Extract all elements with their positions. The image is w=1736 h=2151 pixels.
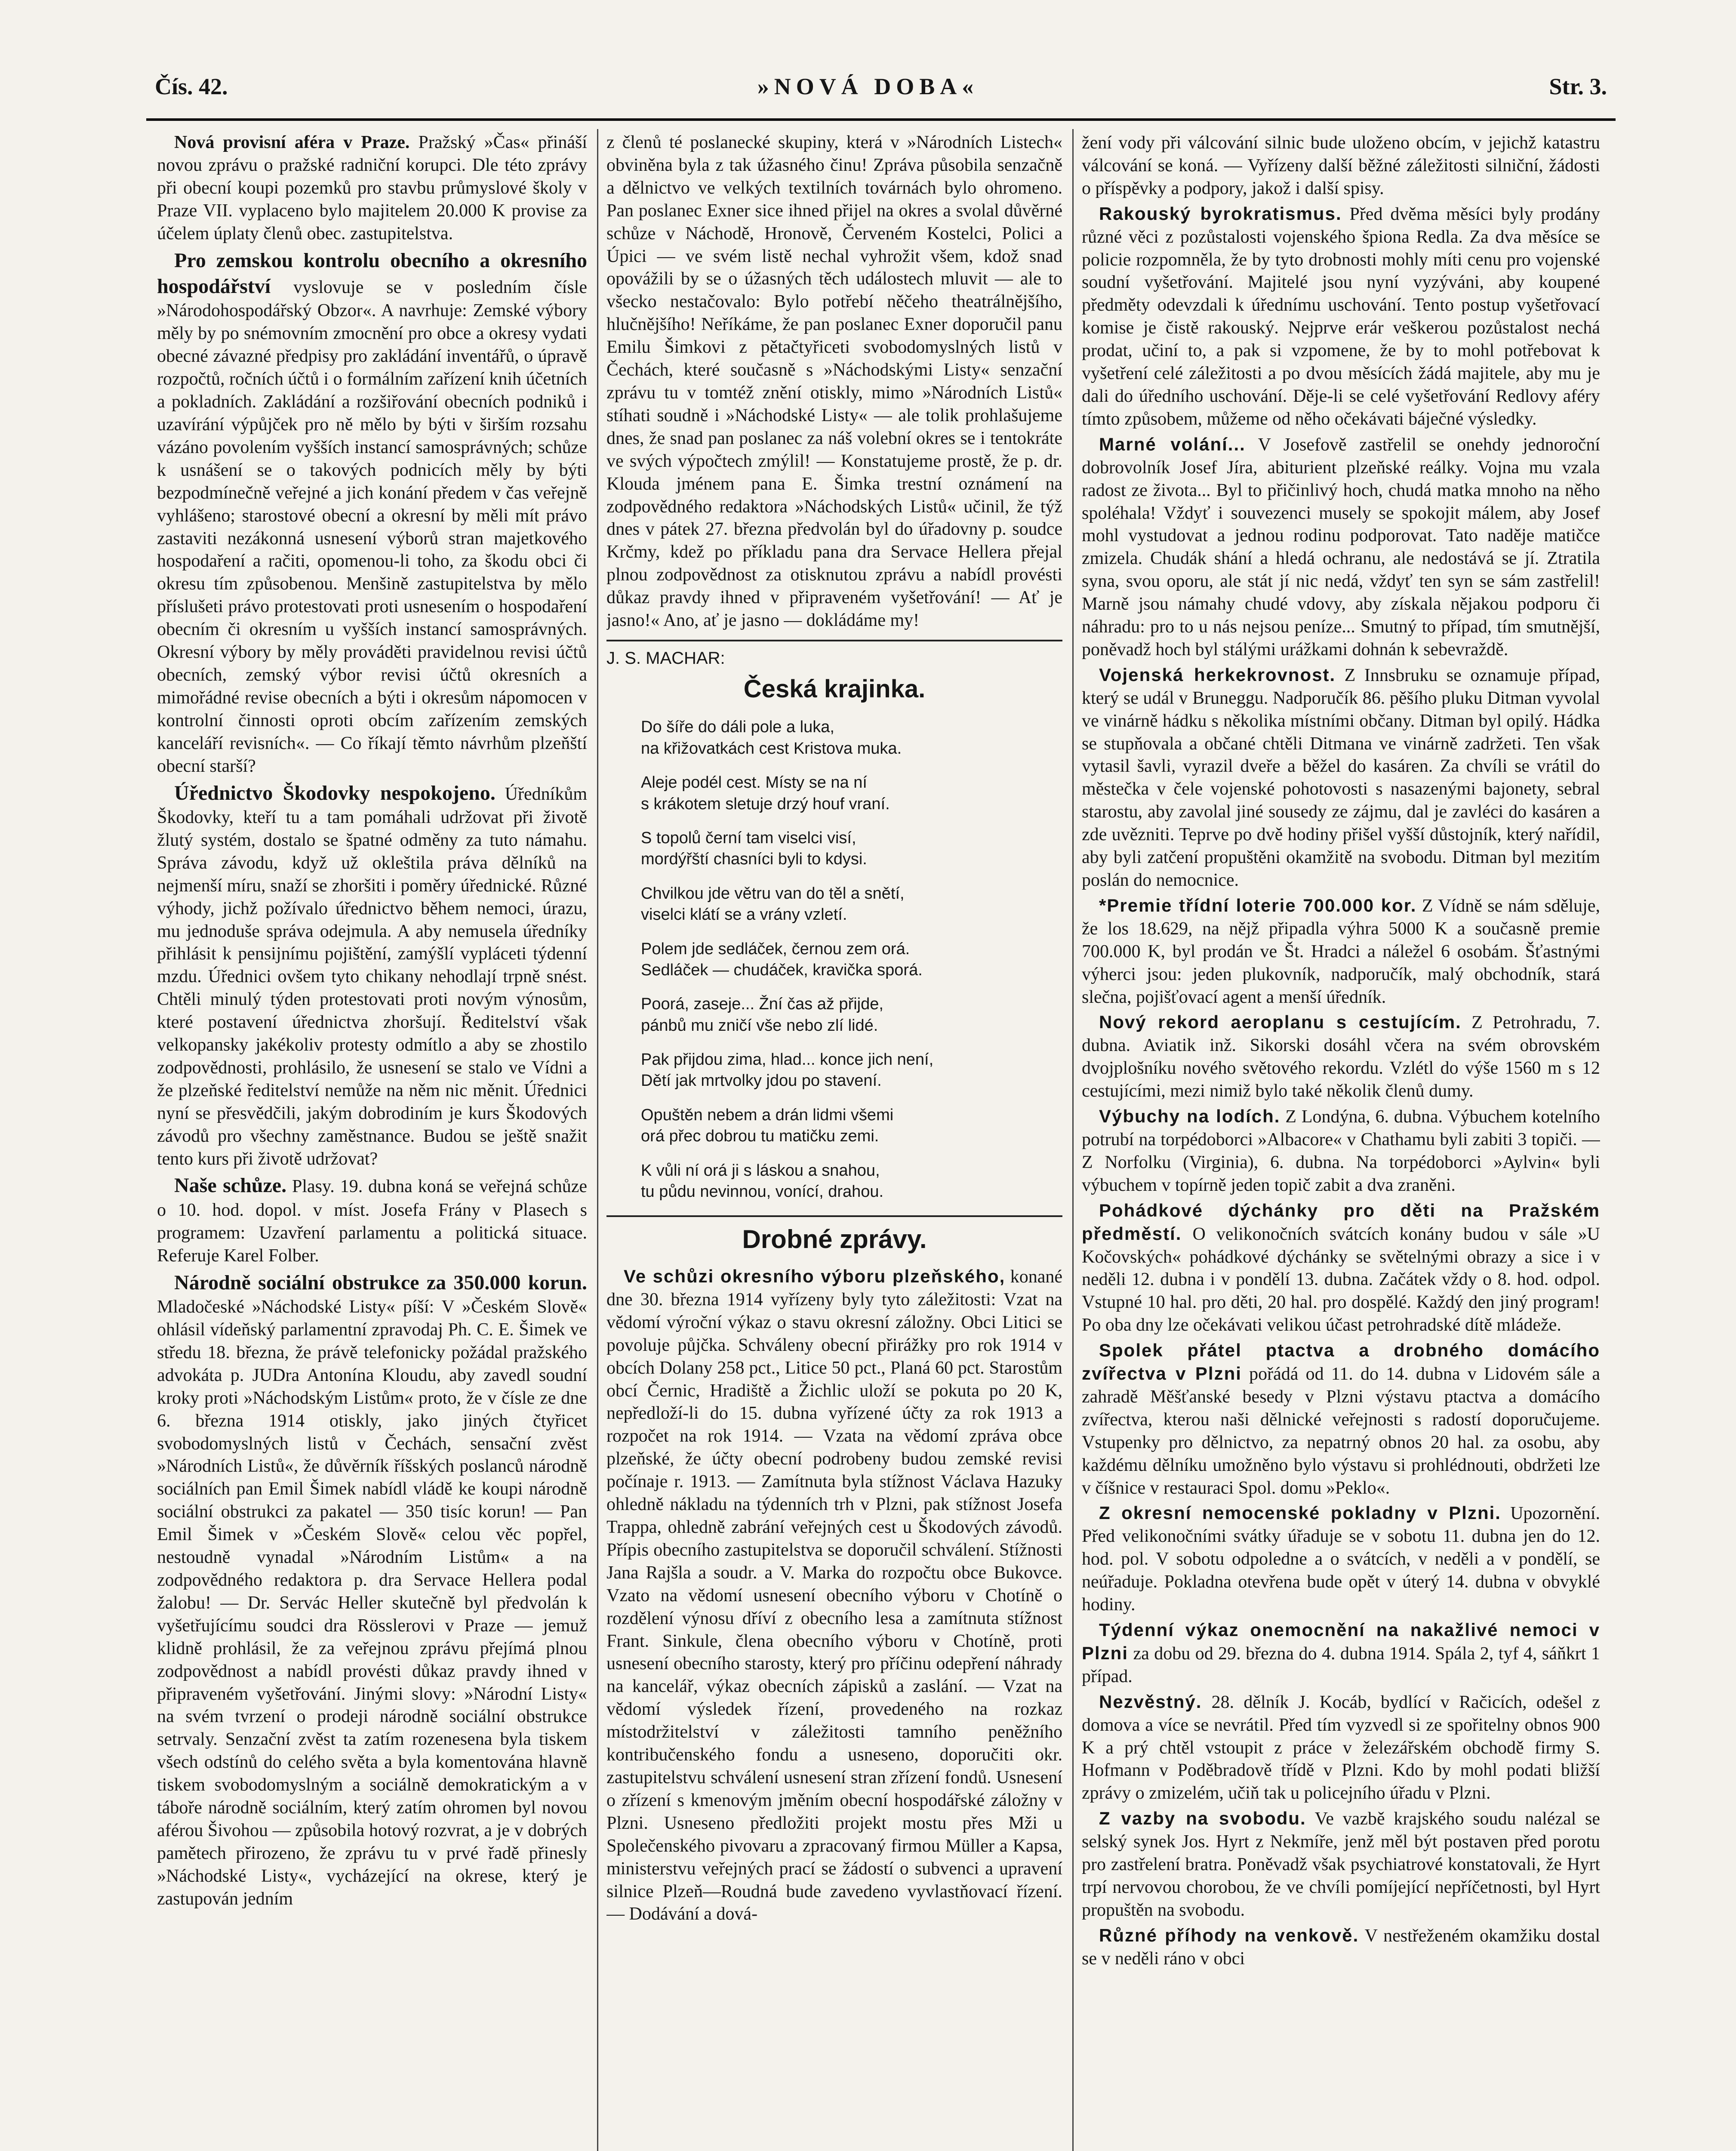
poem-line: Polem jde sedláček, černou zem orá. xyxy=(641,940,910,958)
poem-line: Sedláček — chudáček, kravička sporá. xyxy=(641,961,923,979)
section-title: Drobné zprávy. xyxy=(742,1225,927,1254)
article-body: Upozornění. Před velikonočními svátky úřaduje se v sobotu 11. dubna jen do 12. hod. pol. V sobotu odpoledne a o svátcích, v neděli a v pondělí, se neúřaduje. Pokladna otevřena bude opět v úterý 14. dubna v obvyklé hodiny. xyxy=(1082,1504,1600,1615)
article-body: vyslovuje se v posledním čísle »Národohospodářský Obzor«. A navrhuje: Zemské výbory měly by po snémovním zmocnění pro obce a okresy vydati obecné závazné předpisy pro zakládání inventářů, o úpravě rozpočtů, ročních účtů i o formálním zařízení knih účetních a pokladních. Zakládání a rozšiřování obecních podniků i uzavírání výpůjček pro ně mělo by býti v širším rozsahu vázáno povolením vyšších instancí samosprávných; schůze k usnášení se o takových podnicích měly by býti bezpodmínečně veřejné a jich konání předem v čas veřejně vyhlášeno; starostové obecní a okresní by měli mít právo zastaviti nezákonná usnesení výborů stran majetkového hospodaření a račiti, opomenou-li toho, za škodu obci či okresu tím způsobenou. Menšině zastupitelstva by mělo příslušeti právo protestovati proti usnesením o hospodaření obecním či okresním u vyšších instancí samosprávných. Okresní výbory by měly prováděti pravidelnou revisi účtů obecních, zemský výbor revisi účtů okresních a mimořádné revise obecních a býti i okresům nápomocen v kontrolní činnosti oproti obcím zařízením zemských kanceláří revisních«. — Co říkají těmto návrhům plzeňští obecní starší? xyxy=(157,277,587,776)
poem-line: S topolů černí tam viselci visí, xyxy=(641,829,856,847)
poem-line: orá přec dobrou tu matičku zemi. xyxy=(641,1127,879,1146)
article-headline: Rakouský byrokratismus. xyxy=(1099,203,1342,224)
article-headline: Různé příhody na venkově. xyxy=(1099,1925,1359,1945)
article-body: Před dvěma měsíci byly prodány různé věci z pozůstalosti vojenského špiona Redla. Za dva měsíce se policie rozpomněla, že by tyto drobnosti mohly míti cenu pro vojenské soudní vyšetřování. Majitelé jsou nyní vyzýváni, aby koupené předměty odevzdali k úřednímu uschování. Tento postup vyšetřovací komise je čistě rakouský. Nejprve erár veškerou pozůstalost nechá prodat, učiní to, a pak si vzpomene, že by to mohl potřebovat k vyšetření celé záležitosti a po dvou měsících žádá majitele, aby mu je dali do úředního uschování. Děje-li se celé vyšetřování Redlovy aféry tímto způsobem, můžeme od něho očekávati báječné výsledky. xyxy=(1082,204,1600,429)
column-divider xyxy=(597,129,598,2151)
article xyxy=(1082,433,1600,661)
article-headline: Úřednictvo Škodovky nespokojeno. xyxy=(174,781,496,804)
article xyxy=(1082,131,1600,200)
poem-stanza xyxy=(641,772,1062,815)
section-rule xyxy=(606,1215,1062,1217)
article xyxy=(1082,1924,1600,1970)
poem-line: viselci klátí se a vrány vzletí. xyxy=(641,906,847,924)
poem-line: Dětí jak mrtvolky jdou po stavení. xyxy=(641,1072,882,1090)
article-headline: Pro zemskou kontrolu obecního a okresního hospodářství xyxy=(157,249,587,298)
article xyxy=(1082,1105,1600,1197)
article-body: Plasy. 19. dubna koná se veřejná schůze o 10. hod. dopol. v míst. Josefa Frány v Plasech s programem: Uzavření parlamentu a politická situace. Referuje Karel Folber. xyxy=(157,1177,587,1266)
article-headline: Nový rekord aeroplanu s cestujícím. xyxy=(1099,1012,1462,1032)
article-body: V nestřeženém okamžiku dostal se v neděli ráno v obci xyxy=(1082,1926,1600,1969)
poem-stanza xyxy=(641,1160,1062,1203)
poem-line: Chvilkou jde větru van do těl a snětí, xyxy=(641,884,905,903)
article xyxy=(1082,1199,1600,1337)
article-headline: Z okresní nemocenské pokladny v Plzni. xyxy=(1099,1503,1501,1523)
article xyxy=(157,131,587,245)
poem-line: Opuštěn nebem a drán lidmi všemi xyxy=(641,1106,894,1124)
poem-author: J. S. MACHAR: xyxy=(606,648,725,668)
column-2 xyxy=(606,131,1062,2151)
masthead-title: »NOVÁ DOBA« xyxy=(757,74,979,99)
poem-line: mordýřští chasníci byli to kdysi. xyxy=(641,850,867,869)
article xyxy=(1082,1011,1600,1103)
article xyxy=(1082,1619,1600,1688)
article xyxy=(1082,1502,1600,1616)
article xyxy=(1082,664,1600,892)
article-body: žení vody při válcování silnic bude uloženo obcím, v jejichž katastru válcování se koná. — Vyřízeny další běžné záležitosti silniční, žádosti o příspěvky a podpory, jakož i další spisy. xyxy=(1082,133,1600,198)
poem-line: Poorá, zaseje... Žní čas až přijde, xyxy=(641,995,883,1014)
article-body: Z Innsbruku se oznamuje případ, který se udál v Bruneggu. Nadporučík 86. pěšího pluku Ditman vyvolal ve vinárně hádku s několika místními občany. Ditman byl opilý. Hádka se stupňovala a občané chtěli Ditmana ve vinárně zadržeti. Ten však vytasil šavli, vyrazil dveře a běžel do kasáren. Za chvíli se vrátil do městečka v čele vojenské pohotovosti s nasazenými bajonety, sebral starostu, aby zavolal jiné sousedy ze zájmu, dal je zavléci do kasáren a zde uvězniti. Teprve po dvě hodiny přišel vyšší důstojník, který nařídil, aby byli zatčení propuštěni okamžitě na svobodu. Ditman byl mezitím poslán do nemocnice. xyxy=(1082,665,1600,890)
issue-number: Čís. 42. xyxy=(155,74,228,99)
article xyxy=(1082,203,1600,431)
article-body: Úředníkům Škodovky, kteří tu a tam pomáhali udržovat při životě žlutý systém, dostalo se špatné odměny za tuto námahu. Správa závodu, když už okleštila práva dělníků na nejmenší míru, snaží se zhoršiti i poměry úřednické. Různé výhody, jichž požívalo úřednictvo během nemoci, úrazu, mu jednoduše správa odejmula. A aby nemusela úředníky přihlásit k pensijnímu pojištění, zamýšlí vypláceti týdenní mzdu. Úřednici ovšem tyto chikany nehodlají trpně snést. Chtěli minulý týden protestovati proti novým výnosům, které postavení úřednictva zhoršují. Ředitelství však velkopansky jakékoliv protesty odmítlo a aby se zhostilo zodpovědnosti, prohlásilo, že usnesení se stalo ve Vídni a že plzeňské ředitelství nemůže na něm nic měnit. Úřednici nyní se přesvědčili, jakým dobrodiním je kurs Škodových závodů pro všechny zaměstnance. Budou se ještě snažit tento kurs při životě udržovat? xyxy=(157,784,587,1169)
article-body: V Josefově zastřelil se onehdy jednoroční dobrovolník Josef Jíra, abiturient plzeňské reálky. Vojna mu vzala radost ze života... Byl to přičinlivý hoch, chudá matka mnoho na něho spoléhala! Vždyť i souvezenci musely se spokojit málem, aby Josef mohl vystudovat a jednou rodinu podporovat. Tato naděje matičce zmizela. Chudák shání a hledá ochranu, ale nedostává se jí. Ztratila syna, svou oporu, ale stát jí nic nedá, vždyť ten syn se sám zastřelil! Marně jsou námahy chudé vdovy, aby získala nějakou podporu či náhradu: pro to u nás nejsou peníze... Smutný to případ, tím smutnější, poněvadž hoch byl stálými urážkami dohnán k sebevraždě. xyxy=(1082,435,1600,659)
poem-line: na křižovatkách cest Kristova muka. xyxy=(641,739,902,758)
poem-line: s krákotem sletuje drzý houf vraní. xyxy=(641,795,890,813)
poem-stanza xyxy=(641,1049,1062,1092)
poem-line: pánbů mu zničí vše nebo zlí lidé. xyxy=(641,1016,878,1035)
section-rule xyxy=(606,640,1062,641)
article-body: pořádá od 11. do 14. dubna v Lidovém sále a zahradě Měšťanské besedy v Plzni výstavu ptactva a domácího zvířectva, kterou naši dělnické veřejnosti s radostí doporučujeme. Vstupenky pro dělnictvo, za nepatrný obnos 20 hal. za osobu, aby každému dělníku umožněno bylo výstavu si prohlédnouti, obdržeti lze v číšnice v restauraci Spol. domu »Peklo«. xyxy=(1082,1364,1600,1498)
poem xyxy=(606,717,1062,1202)
article-headline: Ve schůzi okresního výboru plzeňského, xyxy=(624,1266,1006,1287)
article-body: O velikonočních svátcích konány budou v sále »U Kočovských« pohádkové dýchánky se světelnými obrazy a sice i v neděli 12. dubna i v pondělí 13. dubna. Začátek vždy o 8. hod. odpol. Vstupné 10 hal. pro děti, 20 hal. pro dospělé. Každý den jiný program! Po oba dny lze očekávati velikou účast petrohradské dítě mládeže. xyxy=(1082,1224,1600,1335)
poem-line: Aleje podél cest. Místy se na ní xyxy=(641,773,867,792)
column-divider xyxy=(1072,129,1074,2151)
article-headline: Spolek přátel ptactva a drobného domácího zvířectva v Plzni xyxy=(1082,1340,1600,1384)
article xyxy=(157,780,587,1171)
article xyxy=(157,1270,587,1911)
article xyxy=(1082,1691,1600,1805)
poem-stanza xyxy=(641,883,1062,926)
article-body: Z Petrohradu, 7. dubna. Aviatik inž. Sikorski dosáhl včera na svém obrovském dvojplošníku nového světového rekordu. Vzlétl do výše 1560 m s 12 cestujícími, mezi nimiž bylo také několik členů dumy. xyxy=(1082,1013,1600,1101)
poem-stanza xyxy=(641,1105,1062,1147)
article-body: Ve vazbě krajského soudu nalézal se selský synek Jos. Hyrt z Nekmíře, jenž měl být postaven před porotu pro zastřelení bratra. Poněvadž však psychiatrové konstatovali, že Hyrt trpí nervovou chorobou, že ve chvíli pomíjející nepříčetnosti, byl Hyrt propuštěn na svobodu. xyxy=(1082,1809,1600,1920)
article xyxy=(1082,894,1600,1009)
article xyxy=(606,1265,1062,1926)
article-headline: Nezvěstný. xyxy=(1099,1691,1202,1712)
poem-line: K vůli ní orá ji s láskou a snahou, xyxy=(641,1161,880,1180)
poem-title: Česká krajinka. xyxy=(743,675,926,703)
article-headline: Vojenská herkekrovnost. xyxy=(1099,664,1336,685)
article-headline: *Premie třídní loterie 700.000 kor. xyxy=(1099,895,1417,915)
article-headline: Naše schůze. xyxy=(174,1174,287,1197)
poem-line: Pak přijdou zima, hlad... konce jich není, xyxy=(641,1051,934,1069)
article xyxy=(157,248,587,778)
poem-stanza xyxy=(641,828,1062,870)
poem-line: tu půdu nevinnou, vonící, drahou. xyxy=(641,1183,884,1201)
article-headline: Národně sociální obstrukce za 350.000 korun. xyxy=(174,1271,587,1294)
article-headline: Týdenní výkaz onemocnění na nakažlivé nemoci v Plzni xyxy=(1082,1620,1600,1663)
article xyxy=(1082,1807,1600,1922)
article-body: 28. dělník J. Kocáb, bydlící v Račicích, odešel z domova a více se nevrátil. Před tím vyzvedl si ze spořitelny obnos 900 K a prý chtěl vstoupit z práce v železářském obchodě firmy S. Hofmann v Poděbradově třídě v Plzni. Kdo by mohl podati bližší zprávy o zmizelém, učiň tak u policejního úřadu v Plzni. xyxy=(1082,1692,1600,1803)
page-number: Str. 3. xyxy=(1549,74,1607,99)
article-body: Z Londýna, 6. dubna. Výbuchem kotelního potrubí na torpédoborci »Albacore« v Chathamu byli zabiti 3 topiči. — Z Norfolku (Virginia), 6. dubna. Na torpédoborci »Aylvin« byli výbuchem v topírně jeden topič zabit a dva zraněni. xyxy=(1082,1107,1600,1195)
article xyxy=(157,1173,587,1267)
poem-stanza xyxy=(641,939,1062,981)
article xyxy=(1082,1339,1600,1499)
article-body: Z Vídně se nám sděluje, že los 18.629, na nějž připadla výhra 5000 K a současně premie 700.000 K, byl prodán ve Št. Hradci a náležel 6 osobám. Šťastnými výherci jsou: jeden plukovník, nadporučík, malý obchodník, stará slečna, pojišťovací agent a menší úředník. xyxy=(1082,896,1600,1007)
poem-stanza xyxy=(641,994,1062,1036)
article-headline: Marné volání... xyxy=(1099,434,1246,454)
poem-line: Do šíře do dáli pole a luka, xyxy=(641,718,834,737)
article-body: za dobu od 29. března do 4. dubna 1914. Spála 2, tyf 4, sáňkrt 1 případ. xyxy=(1082,1643,1600,1686)
article-headline: Z vazby na svobodu. xyxy=(1099,1808,1306,1829)
article-body: Pražský »Čas« přináší novou zprávu o pražské radniční korupci. Dle této zprávy při obecní koupi pozemků pro stavbu průmyslové školy v Praze VII. vyplaceno bylo majitelem 20.000 K provise za účelem úplaty členů obec. zastupitelstva. xyxy=(157,133,587,243)
header-rule xyxy=(146,118,1616,121)
article-body: konané dne 30. března 1914 vyřízeny byly tyto záležitosti: Vzat na vědomí výroční výkaz o stavu okresní záložny. Obci Litici se povoluje půjčka. Schváleny obecní přirážky pro rok 1914 v obcích Dolany 258 pct., Litice 50 pct., Planá 60 pct. Starostům obcí Černic, Hradiště a Žichlic uloží se pokuta po 20 K, nepředloží-li do 15. dubna vyřízené účty za rok 1913 a rozpočet na rok 1914. — Vzata na vědomí zpráva obce plzeňské, že účty obecní podrobeny budou zemské revisi počínaje r. 1913. — Zamítnuta byla stížnost Václava Hazuky ohledně nákladu na týdenních trh v Plzni, pak stížnost Josefa Trappa, ohledně zabrání veřejných cest u Škodových závodů. Přípis obecního zastupitelstva se doporučil schválení. Stížnosti Jana Rajšla a soudr. a V. Marka do rozpočtu obce Bukovce. Vzato na vědomí usnesení obecního výboru v Chotíně o rozdělení výnosu dříví z obecního lesa a zamítnuta stížnost Frant. Sinkule, člena obecního výboru v Chotíně, proti usnesení obecního starosty, který pro příčinu odepření náhrady na kancelář, výkaz obecních zápisků a zaslání. — Vzat na vědomí výsledek řízení, provedeného na rozkaz místodržitelství v záležitosti tamního peněžního kontribučenského fondu a usneseno, doporučiti okr. zastupitelstvu schválení usnesení stran zřízení fondů. Usnesení o zřízení s kmenovým jměním obecní hospodářské záložny v Plzni. Usneseno předložiti projekt mostu přes Mži u Společenského pivovaru a zpracovaný firmou Müller a Kapsa, ministerstvu veřejných prací se žádostí o subvenci a upravení silnice Plzeň—Roudná bude zavedeno vyvlastňovací řízení. — Dodávání a dová- xyxy=(606,1267,1062,1924)
article-headline: Pohádkové dýchánky pro děti na Pražském předměstí. xyxy=(1082,1200,1600,1244)
article-headline: Nová provisní aféra v Praze. xyxy=(174,133,410,152)
column-3 xyxy=(1082,131,1600,2151)
article-body: Mladočeské »Náchodské Listy« píší: V »Českém Slově« ohlásil vídeňský parlamentní zpravodaj Ph. C. E. Šimek ve středu 18. března, že právě telefonicky požádal pražského advokáta p. JUDra Antonína Kloudu, aby zavedl soudní kroky proti »Náchodským Listům« proto, že v čísle ze dne 6. března 1914 otiskly, jako jiných čtyřicet svobodomyslných listů v Čechách, sensační zvěst »Národních Listů«, že důvěrník říšských poslanců národně sociálních pan Emil Šimek nabídl vládě ke koupi národně sociální obstrukci za pakatel — 350 tisíc korun! — Pan Emil Šimek v »Českém Slově« celou věc popřel, nestoudně vynadal »Národním Listům« a na zodpovědného redaktora p. dra Servace Hellera podal žalobu! — Dr. Servác Heller skutečně byl předvolán k vyšetřujícímu soudci dra Rösslerovi v Praze — jemuž klidně prohlásil, že za veřejnou zprávu přejímá plnou zodpovědnost a nabídl provésti důkaz pravdy ihned v připraveném vyšetřování. Jinými slovy: »Národní Listy« na svém tvrzení o prodeji národně sociální obstrukce setrvaly. Senzační zvěst ta zatím rozenesena byla tiskem všech odstínů do celého světa a byla komentována hlavně tiskem svobodomyslným a sociálně demokratickým a v táboře národně sociálním, který zatím ohromen byl novou aférou Šivohou — způsobila hotový rozvrat, a je v dobrých pamětech přirozeno, že zprávu tu v prvé řadě přinesly »Náchodské Listy«, vycházející na okrese, který je zastupován jedním xyxy=(157,1297,587,1909)
article-headline: Výbuchy na lodích. xyxy=(1099,1106,1280,1127)
poem-stanza xyxy=(641,717,1062,759)
article-continuation: z členů té poslanecké skupiny, která v »Národních Listech« obviněna byla z tak úžasného činu! Zpráva působila senzačně a dělnictvo ve velkých textilních továrnách bylo ohromeno. Pan poslanec Exner sice ihned přijel na okres a svolal důvěrné schůze v Náchodě, Hronově, Červeném Kostelci, Polici a Úpici — ve svém listě nechal vyhrožit všem, kdož snad opovážili by se o úžasných těch událostech mluvit — ale to všecko nestačovalo: Bylo potřebí něčeho theatrálnějšího, hlučnějšího! Neříkáme, že pan poslanec Exner doporučil panu Emilu Šimkovi z pětačtyřiceti svobodomyslných listů v Čechách, které současně s »Náchodskými Listy« senzační zprávu tu v tomtéž znění otiskly, mimo »Národních Listů« stíhati soudně i »Náchodské Listy« — ale tolik prohlašujeme dnes, že snad pan poslanec za náš volební okres se i tentokráte ve svých výpočtech zmýlil! — Konstatujeme prostě, že p. dr. Klouda jménem pana E. Šimka trestní oznámení na zodpovědného redaktora »Náchodských Listů« učinil, že týž dnes v pátek 27. března předvolán byl do úřadovny p. soudce Krčmy, kdež po příkladu pana dra Servace Hellera přejal plnou zodpovědnost za otisknutou zprávu a nabídl provésti důkaz pravdy ihned v připraveném vyšetřování! — Ať je jasno!« Ano, ať je jasno — dokládáme my! xyxy=(606,133,1062,631)
column-1 xyxy=(157,131,587,2151)
